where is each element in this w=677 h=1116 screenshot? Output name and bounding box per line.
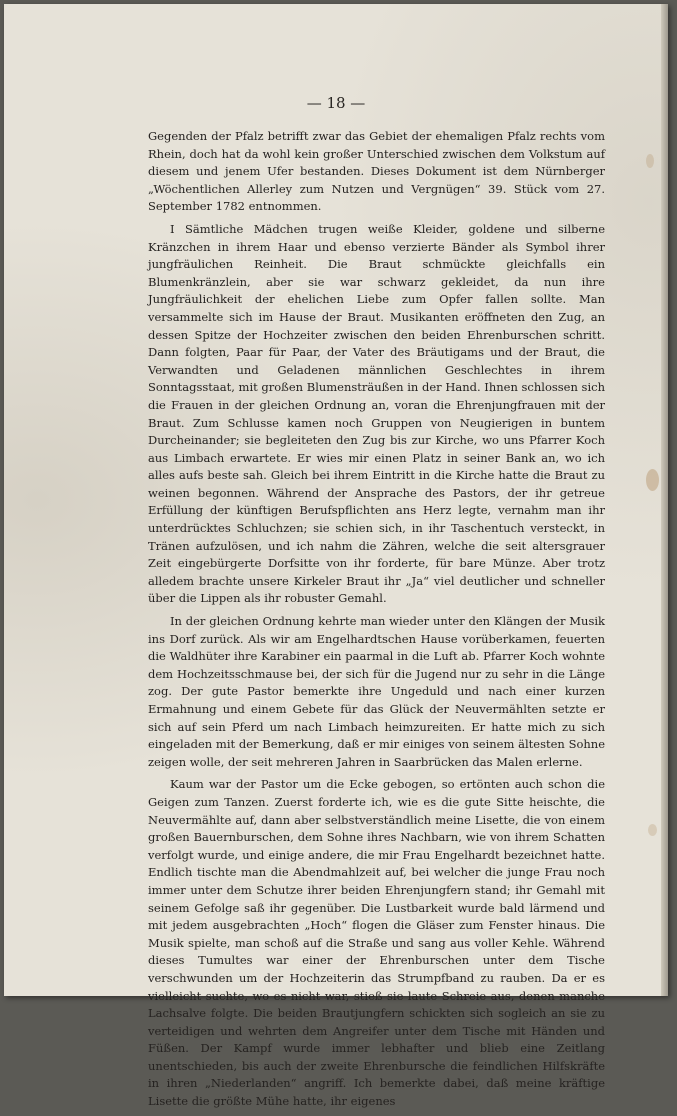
paragraph: Gegenden der Pfalz betrifft zwar das Gebiet der ehemaligen Pfalz rechts vom Rhein, doch hat da wohl kein großer Unterschied zwischen dem Volkstum auf diesem und jenem Ufer bestanden. Dieses Dokument ist dem Nürnberger „Wöchentlichen Allerley zum Nutzen und Vergnügen“ 39. Stück vom 27. September 1782 entnommen.: [148, 129, 605, 214]
page-spine-shadow: [661, 4, 668, 996]
paragraph: In der gleichen Ordnung kehrte man wieder unter den Klängen der Musik ins Dorf zurück. Als wir am Engelhardtschen Hause vorüberkamen, feuerten die Waldhüter ihre Karabiner ein paarmal in die Luft ab. Pfarrer Koch wohnte dem Hochzeitsschmause bei, der sich für die Jugend nur zu sehr in die Länge zog. Der gute Pastor bemerkte ihre Ungeduld und nach einer kurzen Ermahnung und einem Gebete für das Glück der Neuvermählten setzte er sich auf sein Pferd um nach Limbach heimzureiten. Er hatte mich zu sich eingeladen mit der Bemerkung, daß er mir einiges von seinem ältesten Sohne zeigen wolle, der seit mehreren Jahren in Saarbrücken das Malen erlerne.: [148, 614, 605, 769]
paragraph: Kaum war der Pastor um die Ecke gebogen, so ertönten auch schon die Geigen zum Tanzen. Zuerst forderte ich, wie es die gute Sitte heischte, die Neuvermählte auf, dann aber selbstverständlich meine Lisette, die von einem großen Bauernburschen, dem Sohne ihres Nachbarn, wie von ihrem Schatten verfolgt wurde, und einige andere, die mir Frau Engelhardt bezeichnet hatte. Endlich tischte man die Abendmahlzeit auf, bei welcher die junge Frau noch immer unter dem Schutze ihrer beiden Ehrenjungfern stand; ihr Gemahl mit seinem Gefolge saß ihr gegenüber. Die Lustbarkeit wurde bald lärmend und mit jedem ausgebrachten „Hoch“ flogen die Gläser zum Fenster hinaus. Die Musik spielte, man schoß auf die Straße und sang aus voller Kehle. Während dieses Tumultes war einer der Ehrenburschen unter dem Tische verschwunden um der Hochzeiterin das Strumpfband zu rauben. Da er es vielleicht suchte, wo es nicht war, stieß sie laute Schreie aus, denen manche Lachsalve folgte. Die beiden Brautjungfern schickten sich sogleich an sie zu verteidigen und wehrten dem Angreifer unter dem Tische mit Händen und Füßen. Der Kampf wurde immer lebhafter und blieb eine Zeitlang unentschieden, bis auch der zweite Ehrenbursche die feindlichen Hilfskräfte in ihren „Niederlanden“ angriff. Ich bemerkte dabei, daß meine kräftige Lisette die größte Mühe hatte, ihr eigenes: [148, 777, 605, 1109]
page-number: — 18 —: [306, 94, 366, 112]
stain-mark: [646, 154, 654, 168]
stain-mark: [648, 824, 657, 836]
stain-mark: [646, 469, 659, 491]
body-text: [148, 128, 605, 1116]
paragraph: I Sämtliche Mädchen trugen weiße Kleider, goldene und silberne Kränzchen in ihrem Haar und ebenso verzierte Bänder als Symbol ihrer jungfräulichen Reinheit. Die Braut schmückte gleichfalls ein Blumenkränzlein, aber sie war schwarz gekleidet, da nun ihre Jungfräulichkeit der ehelichen Liebe zum Opfer fallen sollte. Man versammelte sich im Hause der Braut. Musikanten eröffneten den Zug, an dessen Spitze der Hochzeiter zwischen den beiden Ehrenburschen schritt. Dann folgten, Paar für Paar, der Vater des Bräutigams und der Braut, die Verwandten und Geladenen männlichen Geschlechtes in ihrem Sonntagsstaat, mit großen Blumensträußen in der Hand. Ihnen schlossen sich die Frauen in der gleichen Ordnung an, voran die Ehrenjungfrauen mit der Braut. Zum Schlusse kamen noch Gruppen von Neugierigen in buntem Durcheinander; sie begleiteten den Zug bis zur Kirche, wo uns Pfarrer Koch aus Limbach erwartete. Er wies mir einen Platz in seiner Bank an, wo ich alles aufs beste sah. Gleich bei ihrem Eintritt in die Kirche hatte die Braut zu weinen begonnen. Während der Ansprache des Pastors, der ihr getreue Erfüllung der künftigen Berufspflichten ans Herz legte, vernahm man ihr unterdrücktes Schluchzen; sie schien sich, in ihr Taschentuch versteckt, in Tränen aufzulösen, und ich nahm die Zähren, welche die seit altersgrauer Zeit eingebürgerte Dorfsitte von ihr forderte, für bare Münze. Aber trotz alledem brachte unsere Kirkeler Braut ihr „Ja“ viel deutlicher und schneller über die Lippen als ihr robuster Gemahl.: [148, 221, 605, 606]
document-page: [4, 4, 668, 1109]
